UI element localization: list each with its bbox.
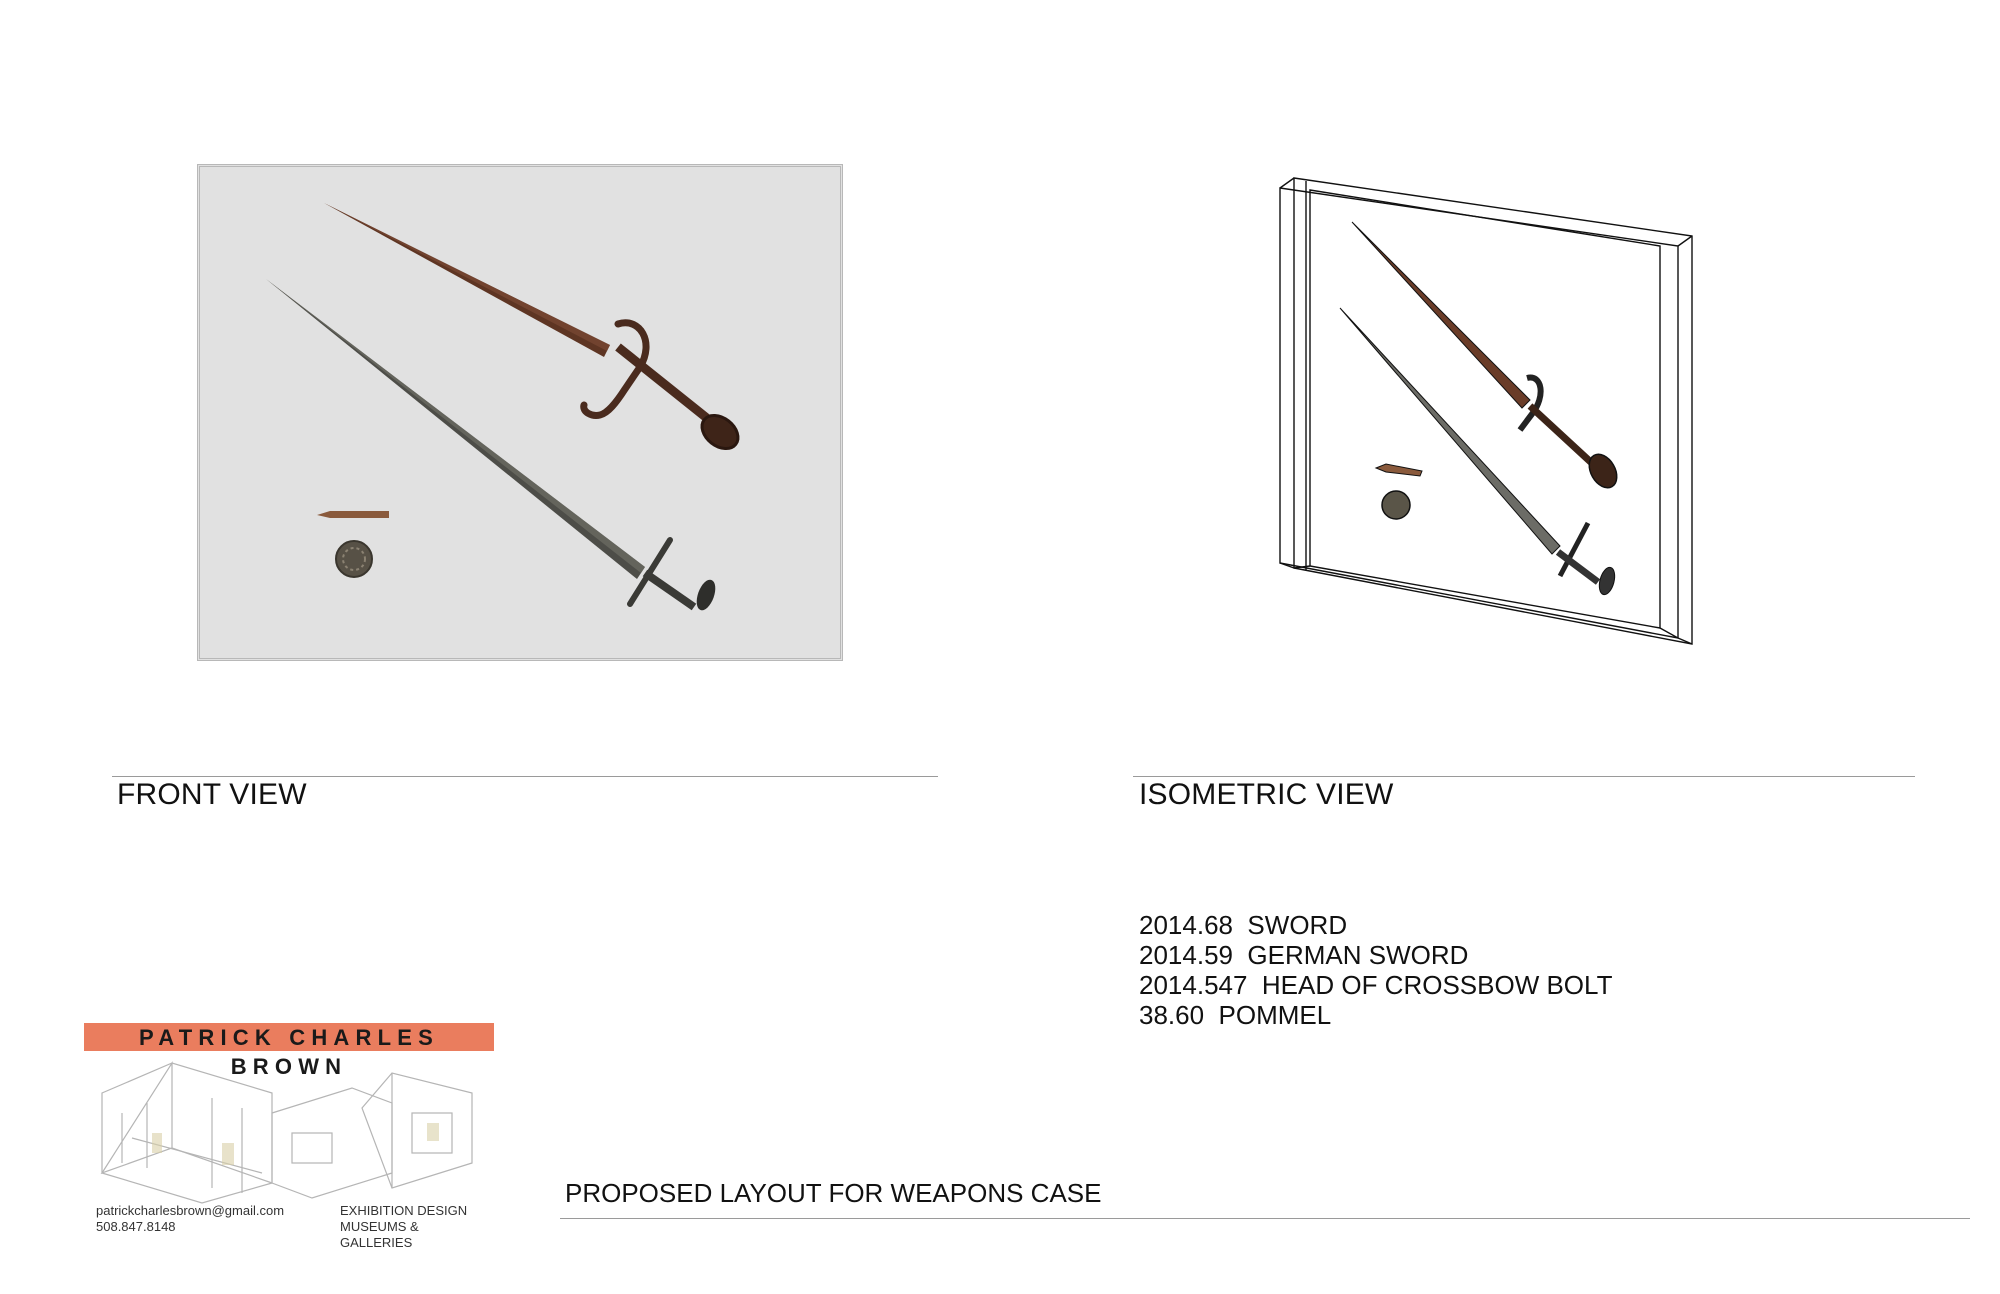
service-line: MUSEUMS & GALLERIES	[340, 1219, 419, 1250]
isometric-view-drawing	[1270, 168, 1700, 648]
front-view-drawing	[197, 164, 843, 661]
crossbow-bolt-head	[317, 511, 389, 518]
designer-logo	[84, 1023, 494, 1250]
isometric-view-label: ISOMETRIC VIEW	[1139, 778, 1394, 811]
case-wireframe	[1280, 178, 1692, 644]
title-rule	[560, 1218, 1970, 1219]
object-item: 38.60 POMMEL	[1139, 1000, 1332, 1030]
service-line: EXHIBITION DESIGN	[340, 1203, 468, 1218]
front-view-label: FRONT VIEW	[117, 778, 307, 811]
iso-sword-2014-68	[1352, 222, 1622, 493]
logo-name-banner: PATRICK CHARLES BROWN	[84, 1023, 494, 1051]
layout-title: PROPOSED LAYOUT FOR WEAPONS CASE	[565, 1178, 1102, 1208]
iso-pommel	[1382, 491, 1410, 519]
pommel-38-60	[336, 541, 372, 577]
object-item: 2014.68 SWORD	[1139, 910, 1348, 940]
object-item: 2014.59 GERMAN SWORD	[1139, 940, 1469, 970]
sword-2014-59	[266, 279, 719, 613]
object-item: 2014.547 HEAD OF CROSSBOW BOLT	[1139, 970, 1613, 1000]
contact-phone: 508.847.8148	[96, 1219, 176, 1234]
contact-email: patrickcharlesbrown@gmail.com	[96, 1203, 285, 1218]
logo-services	[340, 1203, 494, 1251]
front-view-rule	[112, 776, 938, 777]
sword-2014-68	[324, 203, 744, 455]
isometric-view-rule	[1133, 776, 1915, 777]
floorplan-sketch-icon	[92, 1053, 492, 1213]
object-list	[1139, 910, 1612, 1030]
logo-contact	[96, 1203, 284, 1235]
iso-crossbow-bolt	[1376, 464, 1422, 476]
